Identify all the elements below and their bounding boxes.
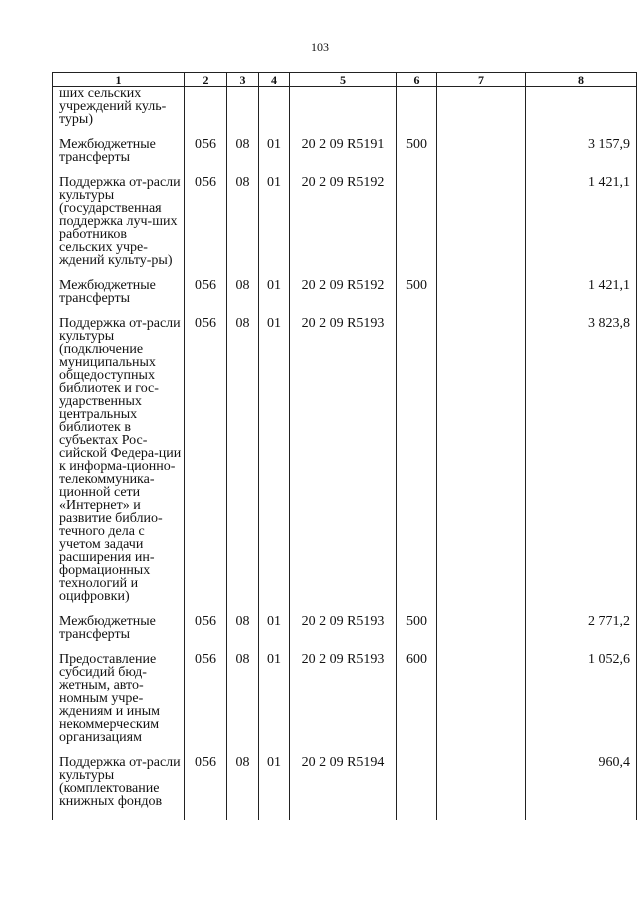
cell-grbs: 056 <box>185 615 227 653</box>
cell-grbs: 056 <box>185 653 227 756</box>
cell-col7 <box>437 176 526 279</box>
column-header: 2 <box>185 73 227 87</box>
cell-subsection: 01 <box>259 615 290 653</box>
cell-amount: 3 823,8 <box>526 317 637 615</box>
cell-target-article: 20 2 09 R5193 <box>290 653 397 756</box>
cell-subsection <box>259 87 290 139</box>
cell-name: Межбюджетные трансферты <box>53 279 185 317</box>
cell-target-article: 20 2 09 R5194 <box>290 756 397 820</box>
cell-expense-type <box>397 176 437 279</box>
cell-amount: 1 052,6 <box>526 653 637 756</box>
cell-subsection: 01 <box>259 176 290 279</box>
column-header: 6 <box>397 73 437 87</box>
cell-expense-type: 600 <box>397 653 437 756</box>
cell-amount: 2 771,2 <box>526 615 637 653</box>
cell-grbs: 056 <box>185 317 227 615</box>
table-header-row <box>53 73 637 87</box>
cell-col7 <box>437 87 526 139</box>
column-header: 5 <box>290 73 397 87</box>
cell-target-article <box>290 87 397 139</box>
cell-name: Предоставление субсидий бюд-жетным, авто-номным учре-ждениям и иным некоммерческим организациям <box>53 653 185 756</box>
cell-expense-type <box>397 87 437 139</box>
cell-target-article: 20 2 09 R5191 <box>290 138 397 176</box>
cell-target-article: 20 2 09 R5192 <box>290 176 397 279</box>
cell-section: 08 <box>227 279 259 317</box>
cell-section: 08 <box>227 653 259 756</box>
cell-section: 08 <box>227 615 259 653</box>
cell-name: Межбюджетные трансферты <box>53 615 185 653</box>
table-row <box>53 317 637 615</box>
column-header: 8 <box>526 73 637 87</box>
column-header: 1 <box>53 73 185 87</box>
cell-name: Поддержка от-расли культуры (комплектование книжных фондов <box>53 756 185 820</box>
cell-grbs: 056 <box>185 279 227 317</box>
table-row <box>53 87 637 139</box>
cell-col7 <box>437 279 526 317</box>
cell-subsection: 01 <box>259 138 290 176</box>
table-row <box>53 615 637 653</box>
cell-amount: 3 157,9 <box>526 138 637 176</box>
page-number: 103 <box>311 40 329 54</box>
cell-expense-type <box>397 756 437 820</box>
column-header: 3 <box>227 73 259 87</box>
cell-subsection: 01 <box>259 317 290 615</box>
cell-grbs: 056 <box>185 176 227 279</box>
cell-expense-type: 500 <box>397 279 437 317</box>
column-header: 4 <box>259 73 290 87</box>
cell-section <box>227 87 259 139</box>
cell-target-article: 20 2 09 R5192 <box>290 279 397 317</box>
cell-grbs: 056 <box>185 756 227 820</box>
cell-section: 08 <box>227 176 259 279</box>
cell-subsection: 01 <box>259 279 290 317</box>
cell-grbs <box>185 87 227 139</box>
cell-section: 08 <box>227 317 259 615</box>
table-row <box>53 138 637 176</box>
cell-section: 08 <box>227 756 259 820</box>
cell-name: ших сельских учреждений куль-туры) <box>53 87 185 139</box>
cell-amount <box>526 87 637 139</box>
cell-amount: 960,4 <box>526 756 637 820</box>
cell-expense-type <box>397 317 437 615</box>
table-row <box>53 653 637 756</box>
cell-section: 08 <box>227 138 259 176</box>
cell-name: Поддержка от-расли культуры (подключение муниципальных общедоступных библиотек и гос-ударственных центральных библиотек в субъектах Рос-сийской Федера-ции к информа-ционно-телекоммуника-ционной сети «Интернет» и развитие библио-течного дела с учетом задачи расширения ин-формационных технологий и оцифровки) <box>53 317 185 615</box>
column-header: 7 <box>437 73 526 87</box>
cell-target-article: 20 2 09 R5193 <box>290 317 397 615</box>
cell-amount: 1 421,1 <box>526 176 637 279</box>
cell-name: Межбюджетные трансферты <box>53 138 185 176</box>
table-row <box>53 176 637 279</box>
cell-amount: 1 421,1 <box>526 279 637 317</box>
cell-col7 <box>437 653 526 756</box>
cell-col7 <box>437 615 526 653</box>
cell-grbs: 056 <box>185 138 227 176</box>
cell-col7 <box>437 138 526 176</box>
cell-target-article: 20 2 09 R5193 <box>290 615 397 653</box>
cell-expense-type: 500 <box>397 615 437 653</box>
table-row <box>53 279 637 317</box>
cell-subsection: 01 <box>259 756 290 820</box>
cell-col7 <box>437 317 526 615</box>
cell-name: Поддержка от-расли культуры (государственная поддержка луч-ших работников сельских учре-ждений культу-ры) <box>53 176 185 279</box>
cell-expense-type: 500 <box>397 138 437 176</box>
table-row <box>53 756 637 820</box>
cell-col7 <box>437 756 526 820</box>
cell-subsection: 01 <box>259 653 290 756</box>
budget-table <box>52 72 637 820</box>
